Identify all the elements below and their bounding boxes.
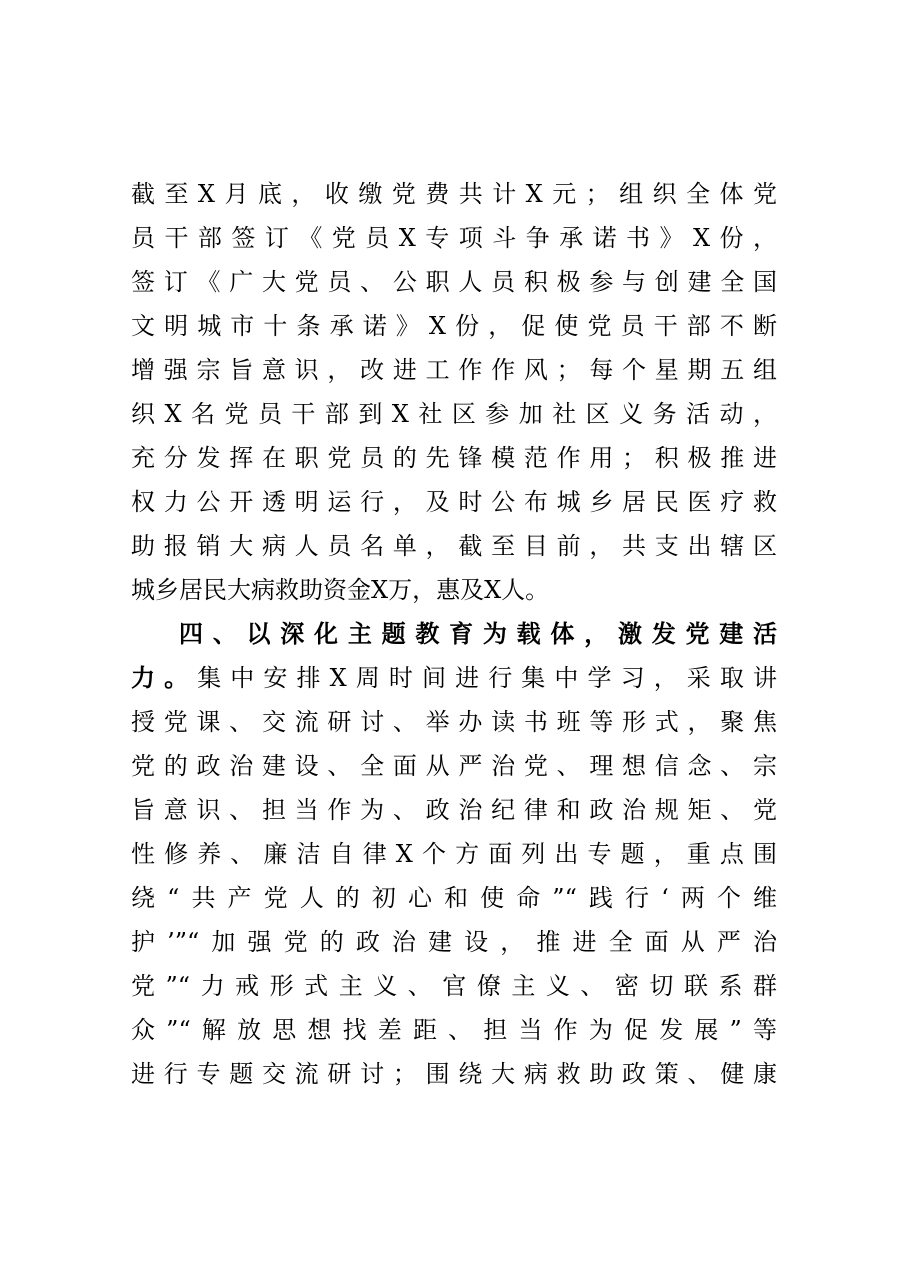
section-line: 旨意识、担当作为、政治纪律和政治规矩、党 <box>131 796 777 824</box>
body-text <box>131 172 777 1096</box>
section-line: 授党课、交流研讨、举办读书班等形式，聚焦 <box>131 708 777 736</box>
paragraph-line: 文明城市十条承诺》X份，促使党员干部不断 <box>131 312 777 340</box>
section-line: 党的政治建设、全面从严治党、理想信念、宗 <box>131 752 777 780</box>
paragraph-line: 员干部签订《党员X专项斗争承诺书》X份， <box>131 224 777 252</box>
paragraph-line: 截至X月底，收缴党费共计X元；组织全体党 <box>131 180 777 208</box>
section-line: 性修养、廉洁自律X个方面列出专题，重点围 <box>131 840 777 868</box>
section-line: 进行专题交流研讨；围绕大病救助政策、健康 <box>131 1060 777 1088</box>
paragraph-line: 增强宗旨意识，改进工作作风；每个星期五组 <box>131 356 777 384</box>
section-line <box>131 656 777 700</box>
section-heading-end: 力。 <box>131 664 198 692</box>
section-line: 党”“力戒形式主义、官僚主义、密切联系群 <box>131 972 777 1000</box>
paragraph-line: 助报销大病人员名单，截至目前，共支出辖区 <box>131 532 777 560</box>
paragraph-line: 签订《广大党员、公职人员积极参与创建全国 <box>131 268 777 296</box>
section-text: 集中安排X周时间进行集中学习，采取讲 <box>197 664 777 692</box>
section-line: 护’”“加强党的政治建设，推进全面从严治 <box>131 928 777 956</box>
section-line: 众”“解放思想找差距、担当作为促发展”等 <box>131 1016 777 1044</box>
section-heading-line <box>131 612 777 656</box>
section-line: 绕“共产党人的初心和使命”“践行‘两个维 <box>131 884 777 912</box>
paragraph-line: 城乡居民大病救助资金X万，惠及X人。 <box>131 576 550 604</box>
paragraph-line: 充分发挥在职党员的先锋模范作用；积极推进 <box>131 444 777 472</box>
paragraph-line: 权力公开透明运行，及时公布城乡居民医疗救 <box>131 488 777 516</box>
paragraph-line: 织X名党员干部到X社区参加社区义务活动， <box>131 400 777 428</box>
section-heading: 四、以深化主题教育为载体，激发党建活 <box>179 620 777 648</box>
